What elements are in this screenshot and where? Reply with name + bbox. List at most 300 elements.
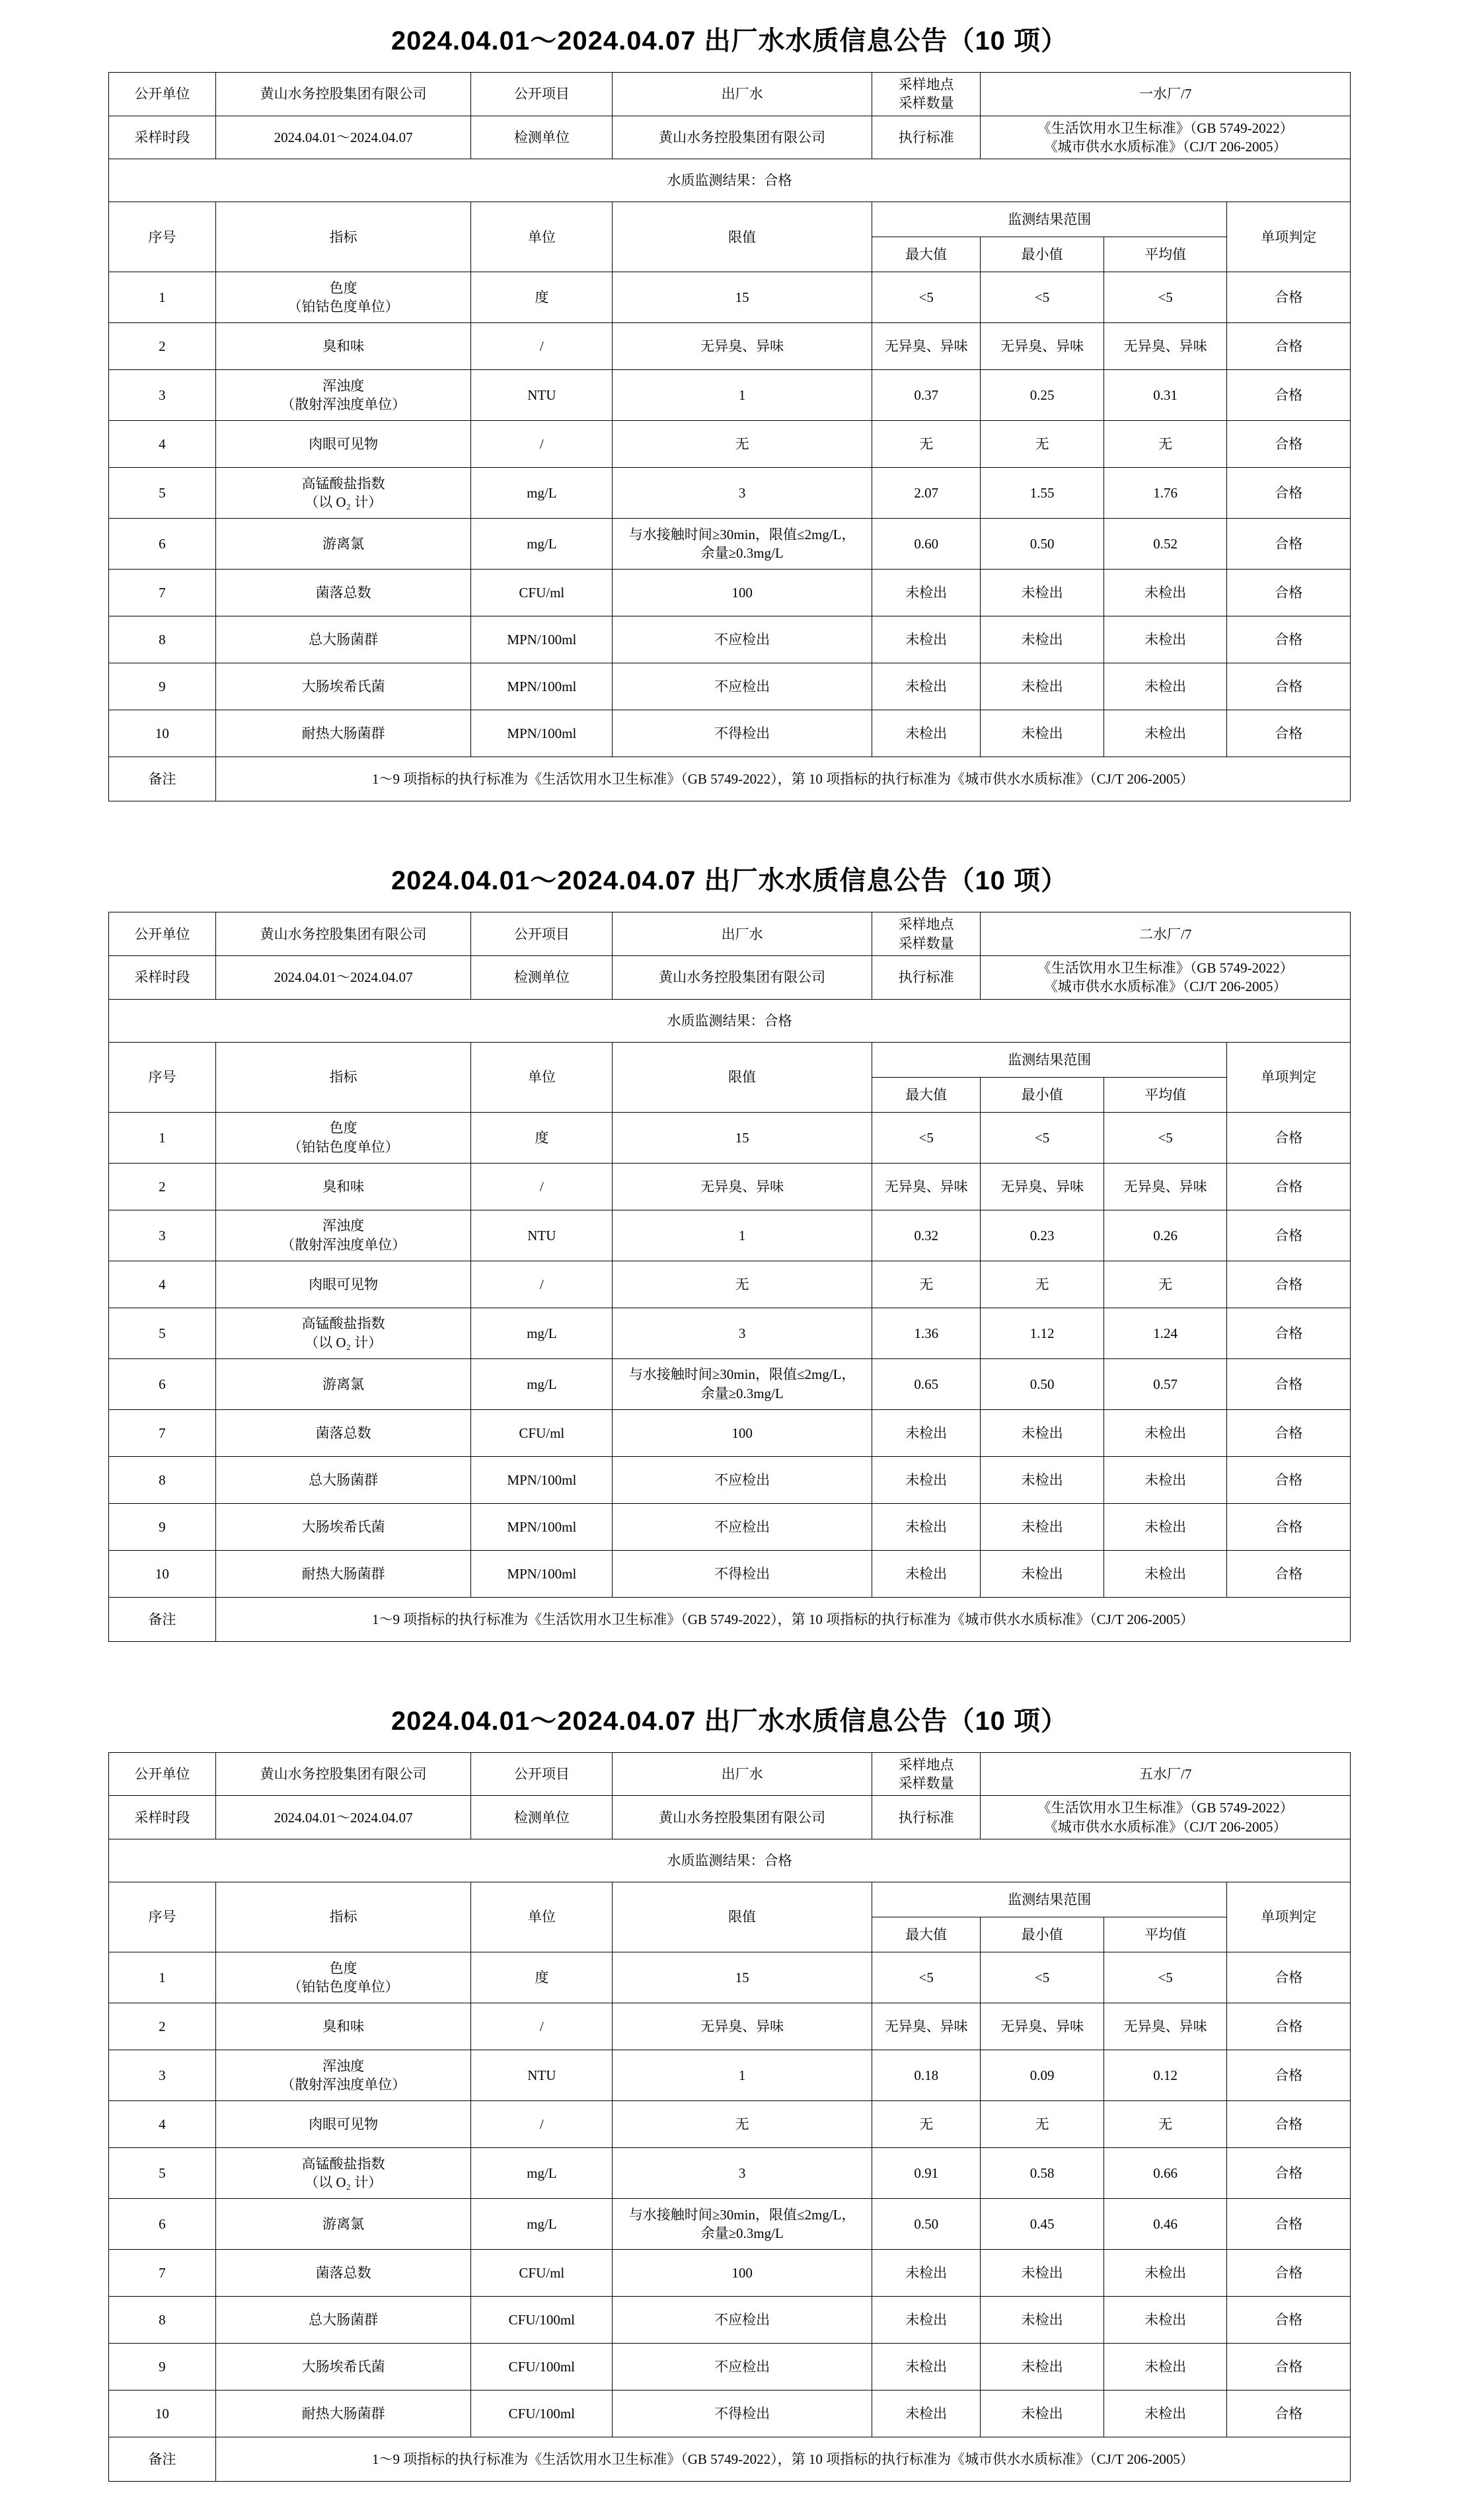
cell-indicator [215, 468, 471, 519]
cell-max: 0.50 [872, 2199, 981, 2250]
col-header-limit: 限值 [613, 1042, 872, 1112]
label-standard: 执行标准 [872, 956, 981, 1000]
cell-limit [613, 1358, 872, 1409]
table-row [109, 2297, 1351, 2344]
value-standard [981, 956, 1351, 1000]
cell-no: 5 [109, 1308, 216, 1358]
cell-min: 未检出 [981, 2344, 1104, 2390]
cell-min: 1.12 [981, 1308, 1104, 1358]
cell-limit: 无异臭、异味 [613, 2003, 872, 2050]
table-row [109, 570, 1351, 616]
cell-no: 7 [109, 2250, 216, 2297]
cell-indicator [215, 1112, 471, 1163]
table-row [109, 1210, 1351, 1261]
col-header-range-group: 监测结果范围 [872, 202, 1227, 237]
cell-indicator: 总大肠菌群 [215, 616, 471, 663]
cell-min: 未检出 [981, 1456, 1104, 1503]
col-header-limit: 限值 [613, 1882, 872, 1952]
label-site: 采样地点 [898, 916, 954, 933]
cell-indicator: 菌落总数 [215, 1409, 471, 1456]
table-row [109, 1112, 1351, 1163]
water-quality-report-1 [108, 0, 1351, 840]
cell-avg: 0.46 [1104, 2199, 1227, 2250]
cell-max: 0.65 [872, 1358, 981, 1409]
water-quality-result-banner: 水质监测结果：合格 [109, 1839, 1351, 1882]
water-quality-report-3 [108, 1680, 1351, 2520]
value-standard [981, 116, 1351, 159]
value-testing-unit: 黄山水务控股集团有限公司 [613, 956, 872, 1000]
water-quality-report-2 [108, 840, 1351, 1680]
cell-min: 0.23 [981, 1210, 1104, 1261]
cell-min: 无异臭、异味 [981, 1163, 1104, 1210]
report-table [108, 1752, 1351, 2482]
cell-no: 4 [109, 421, 216, 468]
cell-verdict: 合格 [1227, 2344, 1351, 2390]
label-testing-unit: 检测单位 [471, 116, 613, 159]
value-project: 出厂水 [613, 1752, 872, 1796]
col-header-indicator: 指标 [215, 1882, 471, 1952]
cell-max: 0.37 [872, 370, 981, 421]
cell-verdict: 合格 [1227, 2199, 1351, 2250]
table-row [109, 616, 1351, 663]
cell-verdict: 合格 [1227, 1503, 1351, 1550]
cell-no: 4 [109, 2101, 216, 2148]
cell-verdict: 合格 [1227, 1358, 1351, 1409]
standard-line-2: 《城市供水水质标准》（CJ/T 206-2005） [1043, 979, 1287, 995]
cell-min: 未检出 [981, 570, 1104, 616]
cell-max: 0.91 [872, 2148, 981, 2199]
cell-unit: / [471, 1261, 613, 1308]
cell-limit: 15 [613, 1952, 872, 2003]
col-header-indicator: 指标 [215, 202, 471, 272]
cell-avg: 无异臭、异味 [1104, 2003, 1227, 2050]
table-row [109, 272, 1351, 323]
page-title: 2024.04.01～2024.04.07 出厂水水质信息公告（10 项） [391, 866, 1068, 896]
cell-limit: 3 [613, 2148, 872, 2199]
result-banner-row [109, 1839, 1351, 1882]
cell-indicator: 臭和味 [215, 323, 471, 370]
cell-max: 无 [872, 2101, 981, 2148]
col-header-verdict: 单项判定 [1227, 1042, 1351, 1112]
cell-max: 未检出 [872, 663, 981, 710]
label-site-count [872, 73, 981, 116]
cell-indicator: 大肠埃希氏菌 [215, 2344, 471, 2390]
label-site: 采样地点 [898, 1756, 954, 1773]
cell-indicator: 游离氯 [215, 519, 471, 570]
value-sampling-site: 五水厂/7 [981, 1752, 1351, 1796]
meta-row-1 [109, 912, 1351, 956]
limit-line-2: 余量≥0.3mg/L [700, 1385, 784, 1401]
cell-unit: / [471, 2003, 613, 2050]
cell-indicator [215, 272, 471, 323]
value-period: 2024.04.01～2024.04.07 [215, 116, 471, 159]
cell-max: 1.36 [872, 1308, 981, 1358]
report-table-body [109, 912, 1351, 1641]
label-discloser: 公开单位 [109, 1752, 216, 1796]
cell-avg: 0.52 [1104, 519, 1227, 570]
cell-limit: 100 [613, 2250, 872, 2297]
indicator-line-2: （散射浑浊度单位） [281, 1236, 406, 1253]
cell-unit: MPN/100ml [471, 616, 613, 663]
meta-row-1 [109, 73, 1351, 116]
col-header-min: 最小值 [981, 237, 1104, 272]
limit-line-2: 余量≥0.3mg/L [700, 2225, 784, 2242]
cell-indicator: 臭和味 [215, 2003, 471, 2050]
cell-verdict: 合格 [1227, 710, 1351, 757]
label-note: 备注 [109, 2437, 216, 2482]
table-row [109, 2101, 1351, 2148]
column-header-row-1 [109, 1882, 1351, 1917]
cell-unit: / [471, 1163, 613, 1210]
cell-max: 未检出 [872, 1550, 981, 1597]
cell-indicator: 菌落总数 [215, 570, 471, 616]
cell-no: 10 [109, 710, 216, 757]
cell-indicator: 肉眼可见物 [215, 2101, 471, 2148]
cell-min: 未检出 [981, 2390, 1104, 2437]
cell-min: 0.45 [981, 2199, 1104, 2250]
meta-row-2 [109, 956, 1351, 1000]
cell-avg: 未检出 [1104, 1456, 1227, 1503]
cell-limit: 不应检出 [613, 663, 872, 710]
cell-min: 0.50 [981, 1358, 1104, 1409]
cell-verdict: 合格 [1227, 1112, 1351, 1163]
value-discloser: 黄山水务控股集团有限公司 [215, 1752, 471, 1796]
cell-limit: 3 [613, 1308, 872, 1358]
label-site-count [872, 1752, 981, 1796]
cell-verdict: 合格 [1227, 2101, 1351, 2148]
cell-no: 3 [109, 1210, 216, 1261]
value-testing-unit: 黄山水务控股集团有限公司 [613, 116, 872, 159]
table-row [109, 2003, 1351, 2050]
cell-avg: 无 [1104, 421, 1227, 468]
label-project: 公开项目 [471, 912, 613, 956]
cell-unit: / [471, 323, 613, 370]
cell-no: 6 [109, 2199, 216, 2250]
standard-line-2: 《城市供水水质标准》（CJ/T 206-2005） [1043, 139, 1287, 155]
cell-limit [613, 519, 872, 570]
cell-verdict: 合格 [1227, 1952, 1351, 2003]
column-header-row-1 [109, 202, 1351, 237]
table-row [109, 1503, 1351, 1550]
value-project: 出厂水 [613, 73, 872, 116]
col-header-min: 最小值 [981, 1917, 1104, 1952]
cell-avg: 未检出 [1104, 2344, 1227, 2390]
label-site: 采样地点 [898, 77, 954, 93]
label-testing-unit: 检测单位 [471, 956, 613, 1000]
cell-no: 1 [109, 272, 216, 323]
cell-avg: <5 [1104, 1952, 1227, 2003]
cell-avg: 未检出 [1104, 616, 1227, 663]
cell-limit: 不应检出 [613, 616, 872, 663]
table-row [109, 710, 1351, 757]
cell-no: 9 [109, 2344, 216, 2390]
cell-no: 4 [109, 1261, 216, 1308]
cell-verdict: 合格 [1227, 370, 1351, 421]
indicator-line-2: （散射浑浊度单位） [281, 396, 406, 413]
label-standard: 执行标准 [872, 116, 981, 159]
col-header-avg: 平均值 [1104, 237, 1227, 272]
table-row [109, 323, 1351, 370]
cell-min: 未检出 [981, 663, 1104, 710]
cell-limit: 15 [613, 272, 872, 323]
cell-avg: 0.12 [1104, 2050, 1227, 2101]
cell-unit: MPN/100ml [471, 1456, 613, 1503]
cell-limit: 不应检出 [613, 1503, 872, 1550]
page-title: 2024.04.01～2024.04.07 出厂水水质信息公告（10 项） [391, 26, 1068, 56]
cell-limit: 不得检出 [613, 710, 872, 757]
standard-line-1: 《生活饮用水卫生标准》（GB 5749-2022） [1037, 1800, 1294, 1816]
cell-verdict: 合格 [1227, 2390, 1351, 2437]
label-note: 备注 [109, 757, 216, 801]
col-header-avg: 平均值 [1104, 1077, 1227, 1112]
cell-limit: 不应检出 [613, 1456, 872, 1503]
report-table-body [109, 73, 1351, 801]
indicator-line-1: 高锰酸盐指数 [301, 1316, 385, 1332]
cell-min: <5 [981, 272, 1104, 323]
cell-min: 未检出 [981, 1409, 1104, 1456]
cell-verdict: 合格 [1227, 421, 1351, 468]
cell-no: 10 [109, 2390, 216, 2437]
label-count: 采样数量 [898, 935, 954, 951]
water-quality-result-banner: 水质监测结果：合格 [109, 159, 1351, 202]
cell-avg: 未检出 [1104, 570, 1227, 616]
cell-verdict: 合格 [1227, 1261, 1351, 1308]
cell-no: 5 [109, 2148, 216, 2199]
cell-verdict: 合格 [1227, 1409, 1351, 1456]
cell-unit: NTU [471, 370, 613, 421]
cell-avg: 无 [1104, 2101, 1227, 2148]
cell-max: 无异臭、异味 [872, 2003, 981, 2050]
cell-max: 未检出 [872, 1503, 981, 1550]
cell-max: <5 [872, 272, 981, 323]
cell-unit: CFU/ml [471, 2250, 613, 2297]
table-row [109, 1456, 1351, 1503]
cell-no: 7 [109, 570, 216, 616]
col-header-unit: 单位 [471, 202, 613, 272]
cell-verdict: 合格 [1227, 570, 1351, 616]
table-row [109, 1163, 1351, 1210]
label-project: 公开项目 [471, 1752, 613, 1796]
cell-avg: 未检出 [1104, 2390, 1227, 2437]
cell-avg: 1.24 [1104, 1308, 1227, 1358]
cell-verdict: 合格 [1227, 1550, 1351, 1597]
cell-indicator: 耐热大肠菌群 [215, 2390, 471, 2437]
cell-max: 无异臭、异味 [872, 323, 981, 370]
cell-unit: mg/L [471, 1358, 613, 1409]
col-header-max: 最大值 [872, 1077, 981, 1112]
cell-verdict: 合格 [1227, 1456, 1351, 1503]
cell-max: 未检出 [872, 2250, 981, 2297]
label-discloser: 公开单位 [109, 73, 216, 116]
cell-min: 0.58 [981, 2148, 1104, 2199]
standard-line-2: 《城市供水水质标准》（CJ/T 206-2005） [1043, 1818, 1287, 1835]
cell-no: 6 [109, 519, 216, 570]
cell-limit: 无异臭、异味 [613, 323, 872, 370]
cell-verdict: 合格 [1227, 663, 1351, 710]
cell-unit: 度 [471, 1112, 613, 1163]
cell-avg: 0.31 [1104, 370, 1227, 421]
cell-min: 未检出 [981, 2297, 1104, 2344]
table-row [109, 1308, 1351, 1358]
table-row [109, 663, 1351, 710]
indicator-line-2: （以 O₂ 计） [305, 2174, 383, 2191]
col-header-max: 最大值 [872, 1917, 981, 1952]
cell-max: 0.18 [872, 2050, 981, 2101]
cell-limit: 不应检出 [613, 2344, 872, 2390]
label-site-count [872, 912, 981, 956]
cell-avg: 未检出 [1104, 2250, 1227, 2297]
cell-max: 2.07 [872, 468, 981, 519]
meta-row-2 [109, 1796, 1351, 1839]
cell-indicator [215, 2148, 471, 2199]
page-title: 2024.04.01～2024.04.07 出厂水水质信息公告（10 项） [391, 1706, 1068, 1736]
indicator-line-1: 高锰酸盐指数 [301, 2155, 385, 2172]
cell-min: 无异臭、异味 [981, 323, 1104, 370]
cell-min: 未检出 [981, 2250, 1104, 2297]
cell-limit: 无 [613, 2101, 872, 2148]
cell-unit: mg/L [471, 519, 613, 570]
col-header-no: 序号 [109, 1042, 216, 1112]
standard-line-1: 《生活饮用水卫生标准》（GB 5749-2022） [1037, 960, 1294, 977]
cell-limit: 不得检出 [613, 2390, 872, 2437]
value-sampling-site: 一水厂/7 [981, 73, 1351, 116]
cell-unit: NTU [471, 2050, 613, 2101]
cell-avg: 未检出 [1104, 663, 1227, 710]
cell-unit: / [471, 421, 613, 468]
cell-indicator [215, 1308, 471, 1358]
note-row [109, 1597, 1351, 1641]
cell-min: 0.09 [981, 2050, 1104, 2101]
col-header-range-group: 监测结果范围 [872, 1042, 1227, 1077]
cell-limit: 不得检出 [613, 1550, 872, 1597]
col-header-range-group: 监测结果范围 [872, 1882, 1227, 1917]
note-row [109, 757, 1351, 801]
cell-verdict: 合格 [1227, 519, 1351, 570]
cell-max: 未检出 [872, 1409, 981, 1456]
cell-unit: CFU/ml [471, 1409, 613, 1456]
indicator-line-2: （以 O₂ 计） [305, 1334, 383, 1351]
indicator-line-1: 浑浊度 [322, 2057, 365, 2074]
value-period: 2024.04.01～2024.04.07 [215, 1796, 471, 1839]
cell-min: 未检出 [981, 1550, 1104, 1597]
cell-avg: 无 [1104, 1261, 1227, 1308]
cell-indicator: 大肠埃希氏菌 [215, 663, 471, 710]
table-row [109, 1358, 1351, 1409]
col-header-avg: 平均值 [1104, 1917, 1227, 1952]
water-quality-result-banner: 水质监测结果：合格 [109, 999, 1351, 1042]
cell-indicator: 大肠埃希氏菌 [215, 1503, 471, 1550]
col-header-unit: 单位 [471, 1882, 613, 1952]
cell-verdict: 合格 [1227, 1308, 1351, 1358]
cell-verdict: 合格 [1227, 272, 1351, 323]
cell-limit: 15 [613, 1112, 872, 1163]
cell-verdict: 合格 [1227, 2250, 1351, 2297]
cell-indicator: 臭和味 [215, 1163, 471, 1210]
cell-verdict: 合格 [1227, 1163, 1351, 1210]
table-row [109, 1550, 1351, 1597]
col-header-max: 最大值 [872, 237, 981, 272]
col-header-min: 最小值 [981, 1077, 1104, 1112]
column-header-row-1 [109, 1042, 1351, 1077]
indicator-line-1: 浑浊度 [322, 378, 365, 394]
cell-no: 5 [109, 468, 216, 519]
indicator-line-1: 浑浊度 [322, 1218, 365, 1234]
cell-verdict: 合格 [1227, 323, 1351, 370]
cell-unit: CFU/100ml [471, 2344, 613, 2390]
cell-max: 未检出 [872, 1456, 981, 1503]
report-table-body [109, 1752, 1351, 2481]
label-period: 采样时段 [109, 956, 216, 1000]
cell-avg: 未检出 [1104, 1409, 1227, 1456]
table-row [109, 1952, 1351, 2003]
cell-verdict: 合格 [1227, 616, 1351, 663]
cell-unit: MPN/100ml [471, 710, 613, 757]
cell-unit: CFU/100ml [471, 2390, 613, 2437]
cell-max: 无 [872, 421, 981, 468]
indicator-line-2: （铂钴色度单位） [287, 1138, 399, 1155]
cell-unit: mg/L [471, 1308, 613, 1358]
cell-indicator: 总大肠菌群 [215, 1456, 471, 1503]
cell-limit [613, 2199, 872, 2250]
table-row [109, 2050, 1351, 2101]
cell-max: 未检出 [872, 2390, 981, 2437]
cell-limit: 无异臭、异味 [613, 1163, 872, 1210]
table-row [109, 421, 1351, 468]
cell-max: 未检出 [872, 2344, 981, 2390]
label-testing-unit: 检测单位 [471, 1796, 613, 1839]
cell-no: 9 [109, 663, 216, 710]
cell-verdict: 合格 [1227, 2148, 1351, 2199]
cell-no: 10 [109, 1550, 216, 1597]
value-project: 出厂水 [613, 912, 872, 956]
indicator-line-2: （散射浑浊度单位） [281, 2077, 406, 2093]
cell-unit: 度 [471, 1952, 613, 2003]
limit-line-1: 与水接触时间≥30min，限值≤2mg/L， [628, 527, 856, 543]
value-note: 1～9 项指标的执行标准为《生活饮用水卫生标准》（GB 5749-2022），第 10 项指标的执行标准为《城市供水水质标准》（CJ/T 206-2005） [215, 2437, 1350, 2482]
cell-avg: 未检出 [1104, 710, 1227, 757]
cell-avg: 未检出 [1104, 2297, 1227, 2344]
cell-no: 9 [109, 1503, 216, 1550]
col-header-indicator: 指标 [215, 1042, 471, 1112]
cell-avg: 未检出 [1104, 1503, 1227, 1550]
cell-min: 无 [981, 2101, 1104, 2148]
cell-indicator [215, 370, 471, 421]
label-project: 公开项目 [471, 73, 613, 116]
cell-no: 7 [109, 1409, 216, 1456]
table-row [109, 468, 1351, 519]
value-discloser: 黄山水务控股集团有限公司 [215, 73, 471, 116]
table-row [109, 519, 1351, 570]
cell-min: 未检出 [981, 710, 1104, 757]
cell-no: 8 [109, 1456, 216, 1503]
cell-no: 3 [109, 370, 216, 421]
col-header-unit: 单位 [471, 1042, 613, 1112]
cell-avg: <5 [1104, 1112, 1227, 1163]
cell-min: 未检出 [981, 1503, 1104, 1550]
cell-indicator: 总大肠菌群 [215, 2297, 471, 2344]
label-note: 备注 [109, 1597, 216, 1641]
cell-max: 0.32 [872, 1210, 981, 1261]
cell-min: <5 [981, 1112, 1104, 1163]
cell-max: 未检出 [872, 710, 981, 757]
cell-indicator [215, 1952, 471, 2003]
indicator-line-2: （铂钴色度单位） [287, 1979, 399, 1995]
value-standard [981, 1796, 1351, 1839]
cell-limit: 不应检出 [613, 2297, 872, 2344]
cell-unit: MPN/100ml [471, 1503, 613, 1550]
value-discloser: 黄山水务控股集团有限公司 [215, 912, 471, 956]
cell-verdict: 合格 [1227, 1210, 1351, 1261]
